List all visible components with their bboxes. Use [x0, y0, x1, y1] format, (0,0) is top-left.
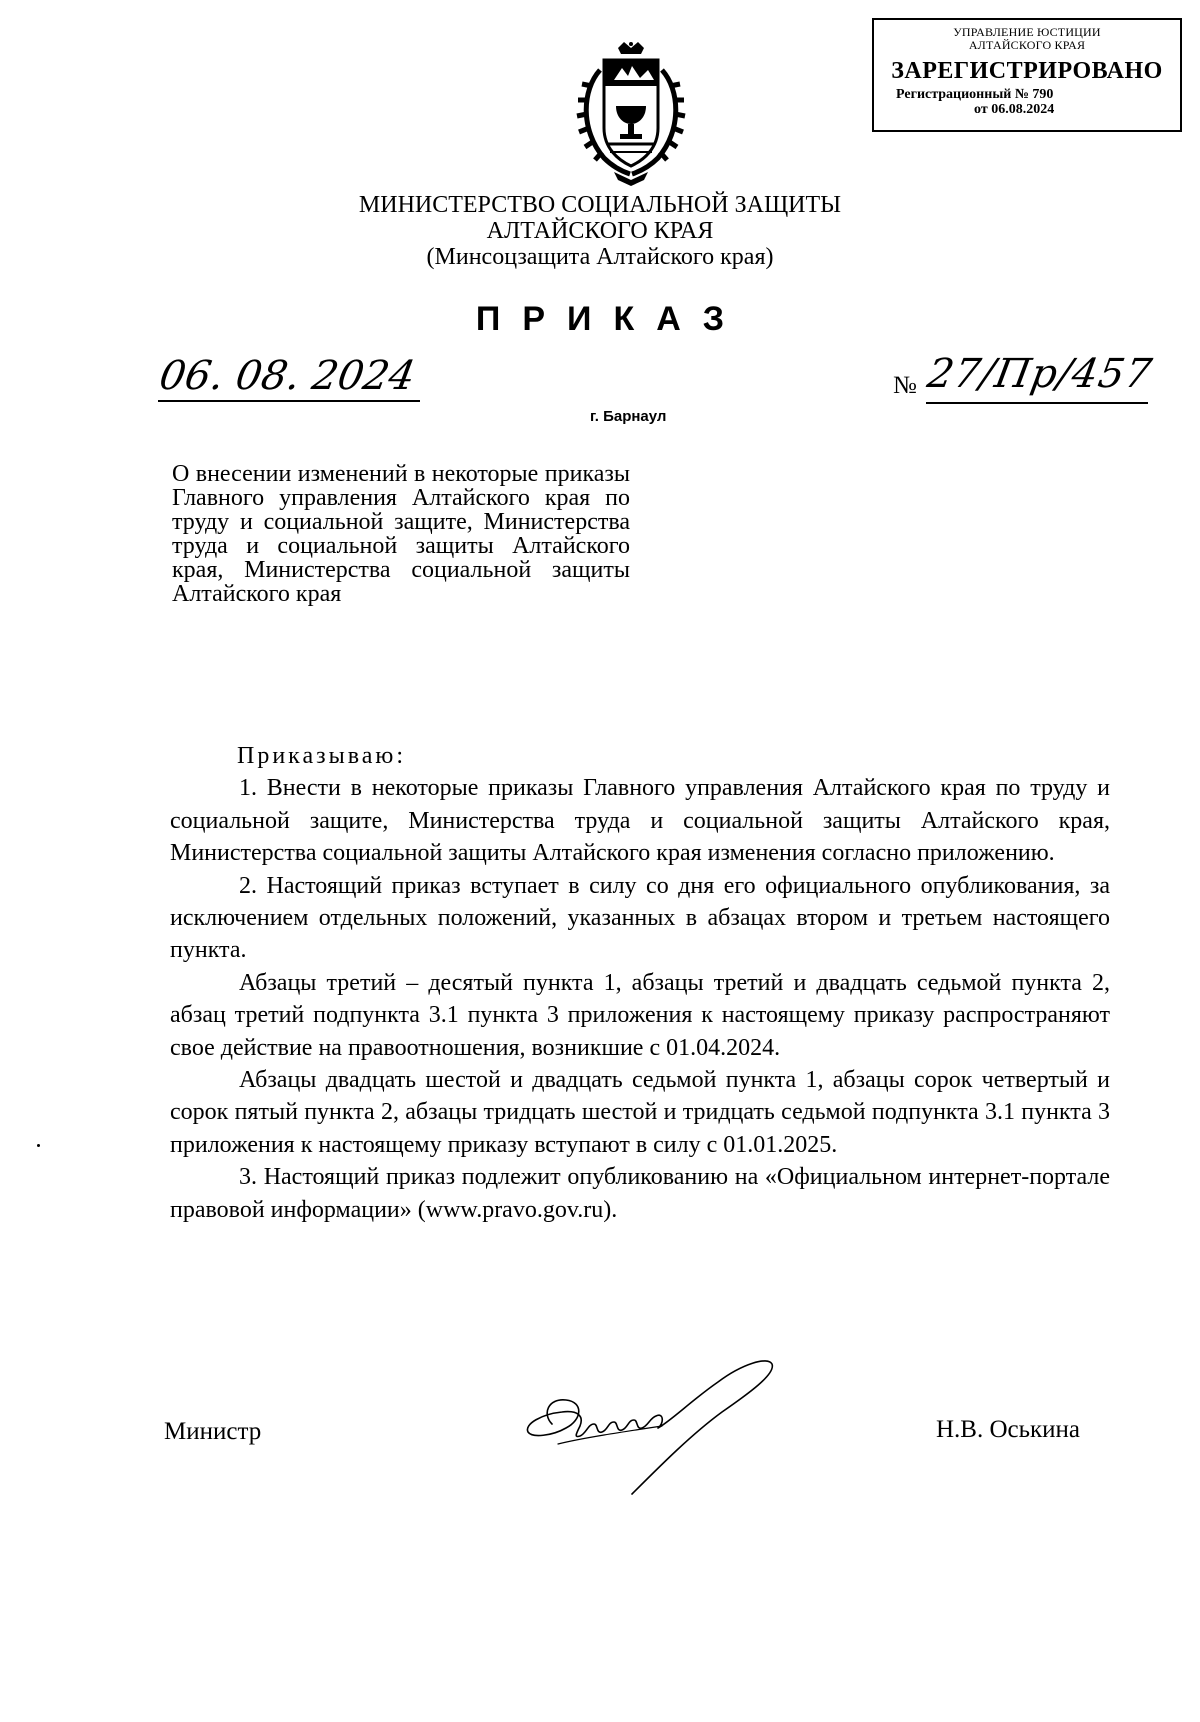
- paragraph-2: 2. Настоящий приказ вступает в силу со дня его официального опубликования, за исключением отдельных положений, указанных в абзацах втором и третьем настоящего пункта.: [170, 872, 1110, 964]
- document-subject: О внесении изменений в некоторые приказы Главного управления Алтайского края по труду и социальной защите, Министерства труда и социальной защиты Алтайского края, Министерства социальной защиты Алтайского края: [172, 461, 630, 607]
- registration-stamp: [872, 18, 1182, 132]
- paragraph-1: 1. Внести в некоторые приказы Главного управления Алтайского края по труду и социальной защите, Министерства труда и социальной защиты Алтайского края, Министерства социальной защиты Алтайского края изменения согласно приложению.: [170, 775, 1110, 867]
- ministry-name-line2: АЛТАЙСКОГО КРАЯ: [486, 218, 714, 244]
- stamp-region: АЛТАЙСКОГО КРАЯ: [968, 38, 1086, 52]
- ministry-name-line1: МИНИСТЕРСТВО СОЦИАЛЬНОЙ ЗАЩИТЫ: [358, 192, 842, 218]
- scan-speck: [37, 1144, 40, 1147]
- stamp-status: ЗАРЕГИСТРИРОВАНО: [891, 58, 1163, 84]
- ministry-short-name: (Минсоцзащита Алтайского края): [426, 244, 774, 270]
- paragraph-4: Абзацы двадцать шестой и двадцать седьмой пункта 1, абзацы сорок четвертый и сорок пятый пункта 2, абзацы тридцать шестой и тридцать седьмой подпункта 3.1 пункта 3 приложения к настоящему приказу вступают в силу с 01.01.2025.: [170, 1067, 1110, 1158]
- document-type-title: ПРИКАЗ: [475, 300, 747, 338]
- order-word: Приказываю:: [237, 743, 406, 769]
- stamp-reg-date: от 06.08.2024: [974, 102, 1055, 117]
- city: г. Барнаул: [590, 408, 667, 425]
- number-sign: №: [893, 372, 917, 399]
- paragraph-5: 3. Настоящий приказ подлежит опубликованию на «Официальном интернет-портале правовой информации» (www.pravo.gov.ru).: [170, 1164, 1110, 1223]
- number-underline: [926, 402, 1148, 404]
- paragraph-3: Абзацы третий – десятый пункта 1, абзацы третий и двадцать седьмой пункта 2, абзац третий подпункта 3.1 пункта 3 приложения к настоящему приказу распространяют свое действие на правоотношения, возникшие с 01.04.2024.: [170, 969, 1110, 1061]
- handwritten-signature: [522, 1354, 822, 1504]
- signatory-position: Министр: [164, 1418, 262, 1445]
- handwritten-date: 06. 08. 2024: [155, 353, 419, 399]
- date-underline: [158, 400, 420, 402]
- stamp-authority: УПРАВЛЕНИЕ ЮСТИЦИИ: [953, 25, 1101, 39]
- document-body: [170, 740, 1110, 1226]
- signatory-name: Н.В. Оськина: [936, 1416, 1081, 1443]
- handwritten-number: 27/Пр/457: [923, 351, 1156, 397]
- stamp-reg-number: Регистрационный № 790: [896, 87, 1054, 102]
- altai-krai-coat-of-arms-icon: [574, 40, 688, 186]
